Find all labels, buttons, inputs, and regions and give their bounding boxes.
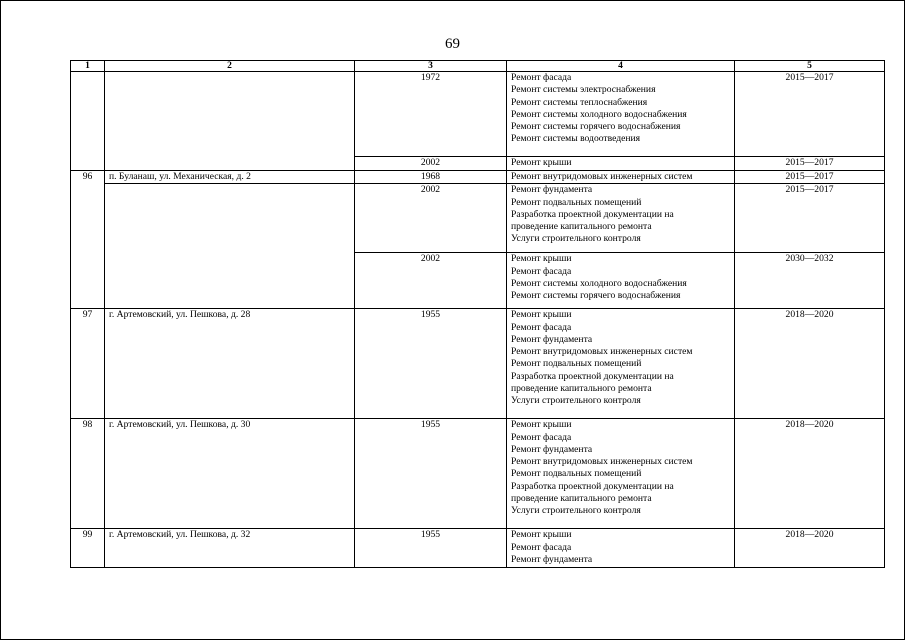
year-cell: 2002 (355, 184, 507, 253)
address-cell: г. Артемовский, ул. Пешкова, д. 32 (105, 529, 355, 568)
work-item: Ремонт крыши (511, 253, 572, 265)
year-cell: 2002 (355, 157, 507, 171)
work-item: Ремонт фундамента (511, 443, 593, 455)
work-item: Ремонт системы горячего водоснабжения (511, 290, 681, 302)
work-item: Ремонт системы теплоснабжения (511, 96, 648, 108)
work-item: Разработка проектной документации на (511, 208, 674, 220)
period-cell: 2015—2017 (735, 171, 885, 184)
work-item: Ремонт внутридомовых инженерных систем (511, 171, 693, 182)
column-header: 4 (507, 61, 735, 72)
work-item: проведение капитального ремонта (511, 383, 652, 395)
table-row (71, 253, 885, 309)
period-cell: 2015—2017 (735, 184, 885, 253)
work-item: Ремонт внутридомовых инженерных систем (511, 346, 693, 358)
table-row (71, 72, 885, 157)
year-cell: 1955 (355, 419, 507, 529)
work-item: Услуги строительного контроля (511, 505, 641, 517)
work-item: Ремонт системы холодного водоснабжения (511, 108, 687, 120)
work-item: Ремонт системы холодного водоснабжения (511, 277, 687, 289)
period-cell: 2015—2017 (735, 72, 885, 157)
works-cell (507, 529, 735, 568)
row-number (71, 184, 105, 253)
work-item: Ремонт фасада (511, 265, 572, 277)
table-row (71, 184, 885, 253)
year-cell: 1955 (355, 309, 507, 419)
table-row (71, 157, 885, 171)
address-cell (105, 157, 355, 171)
table-row (71, 529, 885, 568)
work-item: Ремонт подвальных помещений (511, 358, 642, 370)
period-cell: 2018—2020 (735, 529, 885, 568)
row-number (71, 72, 105, 157)
work-item: Ремонт крыши (511, 309, 572, 321)
work-item: Ремонт внутридомовых инженерных систем (511, 456, 693, 468)
work-item: Разработка проектной документации на (511, 480, 674, 492)
work-item: проведение капитального ремонта (511, 221, 652, 233)
work-item: Ремонт подвальных помещений (511, 196, 642, 208)
work-item: Ремонт фасада (511, 431, 572, 443)
address-cell: г. Артемовский, ул. Пешкова, д. 30 (105, 419, 355, 529)
works-cell (507, 72, 735, 157)
row-number (71, 253, 105, 309)
work-item: Ремонт фундамента (511, 184, 593, 196)
year-cell: 1968 (355, 171, 507, 184)
work-item: Разработка проектной документации на (511, 370, 674, 382)
work-item: Ремонт системы электроснабжения (511, 84, 656, 96)
column-header: 1 (71, 61, 105, 72)
work-item: Ремонт фасада (511, 541, 572, 553)
works-cell (507, 157, 735, 171)
work-item: проведение капитального ремонта (511, 493, 652, 505)
repair-table (70, 60, 885, 568)
page-number: 69 (445, 36, 460, 52)
address-cell (105, 184, 355, 253)
period-cell: 2018—2020 (735, 309, 885, 419)
work-item: Ремонт фундамента (511, 333, 593, 345)
year-cell: 1972 (355, 72, 507, 157)
period-cell: 2018—2020 (735, 419, 885, 529)
address-cell: п. Буланаш, ул. Механическая, д. 2 (105, 171, 355, 184)
row-number (71, 157, 105, 171)
row-number: 96 (71, 171, 105, 184)
column-header: 2 (105, 61, 355, 72)
work-item: Ремонт фасада (511, 72, 572, 83)
year-cell: 1955 (355, 529, 507, 568)
address-cell (105, 72, 355, 157)
table-row (71, 171, 885, 184)
work-item: Услуги строительного контроля (511, 233, 641, 245)
period-cell: 2030—2032 (735, 253, 885, 309)
works-cell (507, 171, 735, 184)
row-number: 97 (71, 309, 105, 419)
column-header: 3 (355, 61, 507, 72)
work-item: Ремонт подвальных помещений (511, 468, 642, 480)
period-cell: 2015—2017 (735, 157, 885, 171)
table-row (71, 419, 885, 529)
row-number: 99 (71, 529, 105, 568)
work-item: Ремонт фундамента (511, 553, 593, 565)
work-item: Ремонт системы горячего водоснабжения (511, 121, 681, 133)
works-cell (507, 184, 735, 253)
work-item: Ремонт крыши (511, 529, 572, 541)
work-item: Услуги строительного контроля (511, 395, 641, 407)
work-item: Ремонт фасада (511, 321, 572, 333)
works-cell (507, 253, 735, 309)
works-cell (507, 419, 735, 529)
works-cell (507, 309, 735, 419)
work-item: Ремонт системы водоотведения (511, 133, 641, 145)
work-item: Ремонт крыши (511, 157, 572, 168)
address-cell (105, 253, 355, 309)
address-cell: г. Артемовский, ул. Пешкова, д. 28 (105, 309, 355, 419)
work-item: Ремонт крыши (511, 419, 572, 431)
column-header: 5 (735, 61, 885, 72)
year-cell: 2002 (355, 253, 507, 309)
header-row (71, 61, 885, 72)
table-row (71, 309, 885, 419)
row-number: 98 (71, 419, 105, 529)
